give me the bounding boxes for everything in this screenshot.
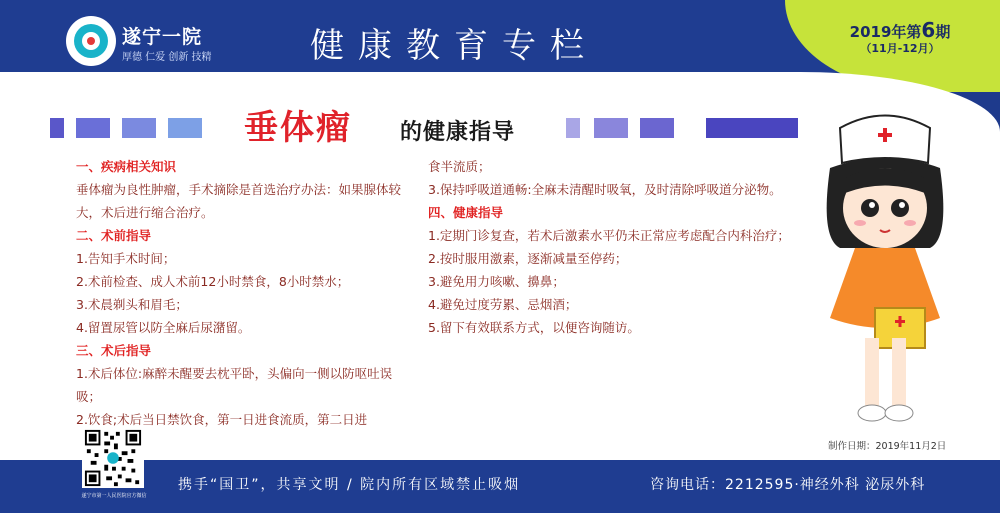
issue-months: （11月-12月） <box>860 42 940 55</box>
decor-bar <box>50 118 64 138</box>
section-heading: 三、术后指导 <box>76 343 152 358</box>
footer-slogan: 携手“国卫”，共享文明 / 院内所有区域禁止吸烟 <box>178 477 521 493</box>
decor-bar <box>640 118 674 138</box>
column-title: 健康教育专栏 <box>310 26 598 66</box>
section-heading: 一、疾病相关知识 <box>76 159 177 174</box>
decor-bar <box>122 118 156 138</box>
issue-label: 2019年第6期 <box>849 18 951 42</box>
paragraph: 2.术前检查、成人术前12小时禁食，8小时禁水； <box>76 274 350 289</box>
paragraph: 5.留下有效联系方式，以便咨询随访。 <box>428 320 640 335</box>
decor-bar <box>706 118 798 138</box>
decor-bar <box>168 118 202 138</box>
right-column <box>428 155 798 339</box>
hospital-name: 遂宁一院 <box>122 26 203 48</box>
paragraph: 4.避免过度劳累、忌烟酒； <box>428 297 578 312</box>
paragraph: 3.术晨剃头和眉毛； <box>76 297 188 312</box>
paragraph: 1.定期门诊复查，若术后激素水平仍未正常应考虑配合内科治疗； <box>428 228 790 243</box>
paragraph: 2.按时服用激素，逐渐减量至停药； <box>428 251 628 266</box>
paragraph: 3.避免用力咳嗽、擤鼻； <box>428 274 565 289</box>
paragraph: 2.饮食;术后当日禁饮食，第一日进食流质，第二日进 <box>76 412 368 427</box>
paragraph: 垂体瘤为良性肿瘤，手术摘除是首选治疗办法：如果腺体较大，术后进行缩合治疗。 <box>76 182 402 220</box>
decor-bar <box>594 118 628 138</box>
left-column <box>76 155 416 431</box>
decor-bar <box>76 118 110 138</box>
section-heading: 二、术前指导 <box>76 228 152 243</box>
paragraph: 1.告知手术时间； <box>76 251 176 266</box>
decor-bar <box>566 118 580 138</box>
article-title-main: 垂体瘤 <box>244 108 352 148</box>
paragraph: 食半流质； <box>428 159 491 174</box>
section-heading: 四、健康指导 <box>428 205 504 220</box>
paragraph: 4.留置尿管以防全麻后尿潴留。 <box>76 320 251 335</box>
paragraph: 1.术后体位:麻醉未醒要去枕平卧，头偏向一侧以防呕吐误吸； <box>76 366 393 404</box>
qr-code-icon <box>82 428 144 488</box>
nurse-illustration-icon <box>800 108 970 438</box>
hospital-logo-icon <box>66 16 116 66</box>
footer-contact: 咨询电话：2212595·神经外科 泌尿外科 <box>650 477 926 493</box>
qr-caption: 遂宁市第一人民医院官方微信 <box>81 493 147 499</box>
production-date: 制作日期：2019年11月2日 <box>828 441 947 452</box>
hospital-motto: 厚德 仁爱 创新 技精 <box>122 52 212 63</box>
paragraph: 3.保持呼吸道通畅:全麻未清醒时吸氧，及时清除呼吸道分泌物。 <box>428 182 782 197</box>
article-title-sub: 的健康指导 <box>400 120 516 145</box>
